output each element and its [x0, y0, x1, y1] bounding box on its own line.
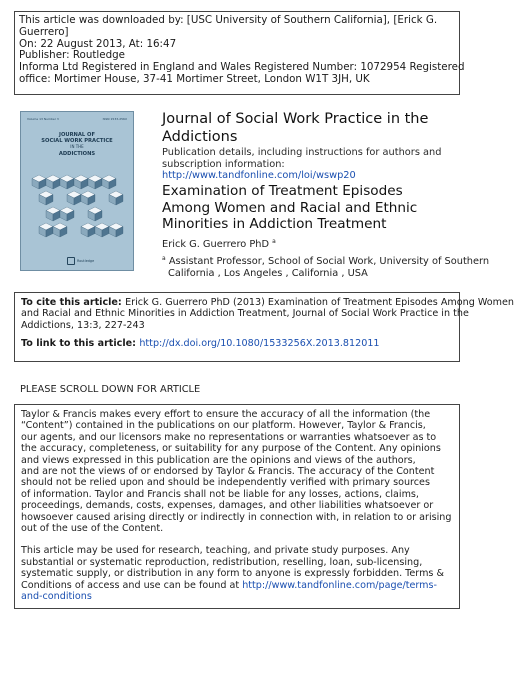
header-line: Publisher: Routledge — [19, 49, 125, 62]
terms-link[interactable]: http://www.tandfonline.com/page/terms- — [242, 579, 437, 591]
cover-publisher-logo — [67, 257, 94, 265]
citation-text: Erick G. Guerrero PhD (2013) Examination of Treatment Episodes Among Women — [125, 297, 514, 308]
cover-title — [25, 132, 129, 157]
author-affiliation — [162, 256, 489, 279]
cover-cubes-artwork — [29, 172, 127, 252]
publication-details-line: Publication details, including instructions for authors and — [162, 147, 442, 158]
disclaimer-line: our agents, and our licensors make no representations or warranties whatsoever as to — [21, 431, 437, 443]
cover-issn: ISSN 1533-256X — [102, 117, 127, 121]
paragraph-gap — [21, 534, 453, 545]
cover-title-line: IN THE — [70, 144, 84, 150]
journal-cover-image — [20, 111, 134, 271]
disclaimer-line: Conditions of access and use can be found at — [21, 579, 243, 591]
download-info-box — [14, 11, 465, 95]
disclaimer-line: substantial or systematic reproduction, redistribution, reselling, loan, sub-licensing, — [21, 556, 423, 568]
citation-text: Addictions, 13:3, 227-243 — [21, 319, 145, 331]
header-line: On: 22 August 2013, At: 16:47 — [19, 37, 177, 50]
cover-volume: Volume 13 Number 3 — [27, 117, 59, 121]
journal-title-line: Addictions — [162, 129, 238, 145]
cover-title-line: ADDICTIONS — [58, 150, 96, 157]
disclaimer-line: should not be relied upon and should be independently verified with primary sources — [21, 477, 430, 489]
article-title-line: Minorities in Addiction Treatment — [162, 216, 387, 232]
journal-url-link[interactable]: http://www.tandfonline.com/loi/wswp20 — [162, 170, 356, 182]
header-line: This article was downloaded by: [USC University of Southern California], [Erick G. — [19, 14, 438, 26]
affiliation-line: California , Los Angeles , California , USA — [168, 267, 368, 279]
terms-link-continued[interactable]: and-conditions — [21, 591, 92, 603]
cover-title-line: SOCIAL WORK PRACTICE — [41, 138, 113, 145]
cover-title-line: JOURNAL OF — [59, 132, 95, 138]
article-title — [162, 183, 417, 233]
disclaimer-line: out of the use of the Content. — [21, 523, 164, 535]
cite-label: To cite this article: — [21, 297, 126, 308]
disclaimer-line: howsoever caused arising directly or indirectly in connection with, in relation to or arising — [21, 511, 452, 523]
disclaimer-line: of information. Taylor and Francis shall not be liable for any losses, actions, claims, — [21, 488, 419, 500]
header-line: Informa Ltd Registered in England and Wales Registered Number: 1072954 Registered — [19, 61, 465, 74]
cover-publisher-name: Routledge — [77, 259, 95, 263]
cover-corner-text — [27, 117, 127, 121]
disclaimer-line: systematic supply, or distribution in any form to anyone is expressly forbidden. Terms & — [21, 568, 444, 580]
affiliation-marker: a — [162, 255, 166, 262]
disclaimer-line: proceedings, demands, costs, expenses, damages, and other liabilities whatsoever or — [21, 500, 434, 512]
citation-box — [14, 292, 514, 362]
link-label: To link to this article: — [21, 338, 140, 350]
author-line — [162, 239, 276, 250]
affiliation-line: Assistant Professor, School of Social Work, University of Southern — [168, 256, 490, 267]
publication-details — [162, 147, 441, 182]
doi-link[interactable]: http://dx.doi.org/10.1080/1533256X.2013.812011 — [139, 338, 380, 350]
citation-text: and Racial and Ethnic Minorities in Addiction Treatment, Journal of Social Work Practice in the — [21, 308, 469, 320]
publication-details-line: subscription information: — [162, 158, 285, 170]
header-line: office: Mortimer House, 37-41 Mortimer Street, London W1T 3JH, UK — [19, 72, 370, 85]
author-name: Erick G. Guerrero PhD — [162, 239, 270, 250]
disclaimer-line: and are not the views of or endorsed by Taylor & Francis. The accuracy of the Content — [21, 466, 435, 478]
routledge-logo-icon — [67, 257, 75, 265]
disclaimer-line: Taylor & Francis makes every effort to ensure the accuracy of all the information (the — [21, 409, 431, 420]
author-affiliation-marker: a — [272, 238, 276, 245]
header-line: Guerrero] — [19, 25, 69, 38]
disclaimer-line: “Content”) contained in the publications on our platform. However, Taylor & Francis, — [21, 420, 426, 432]
disclaimer-line: and views expressed in this publication are the opinions and views of the authors, — [21, 454, 416, 466]
disclaimer-line: the accuracy, completeness, or suitability for any purpose of the Content. Any opinions — [21, 443, 441, 455]
journal-title-line: Journal of Social Work Practice in the — [162, 111, 429, 127]
article-title-line: Examination of Treatment Episodes — [162, 183, 403, 199]
scroll-notice: PLEASE SCROLL DOWN FOR ARTICLE — [20, 384, 201, 395]
disclaimer-box — [14, 404, 460, 609]
article-title-line: Among Women and Racial and Ethnic — [162, 199, 418, 216]
disclaimer-line: This article may be used for research, teaching, and private study purposes. Any — [21, 545, 410, 557]
journal-title — [162, 110, 428, 146]
